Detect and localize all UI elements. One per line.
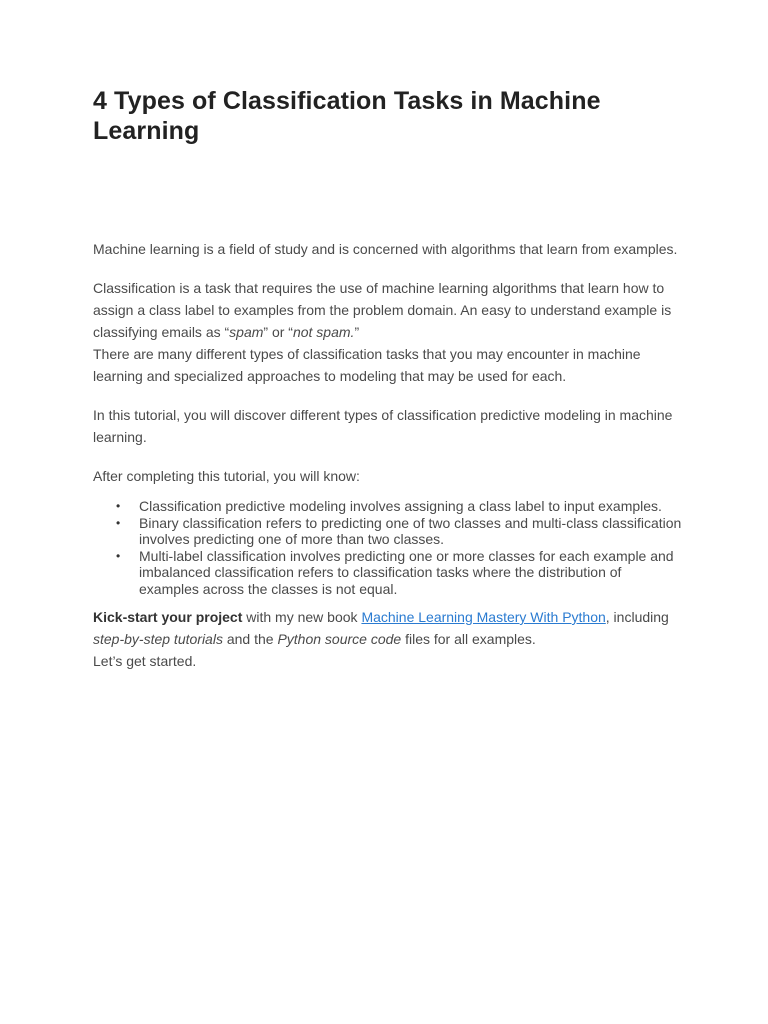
intro-paragraph-1: Machine learning is a field of study and is concerned with algorithms that learn from examples. — [93, 241, 678, 257]
closing-line: Let’s get started. — [93, 653, 197, 669]
intro-paragraph-2-mid: ” or “ — [263, 324, 293, 340]
spam-term: spam — [229, 324, 264, 340]
learning-outcomes-list — [93, 498, 683, 597]
intro-paragraph-3: There are many different types of classification tasks that you may encounter in machine learning and specialized approaches to modeling that may be used for each. — [93, 346, 641, 384]
list-item-text: Multi-label classification involves predicting one or more classes for each example and imbalanced classification refers to classification tasks where the distribution of examples across the classes is not equal. — [139, 547, 674, 597]
intro-paragraph-2-start: Classification is a task that requires the use of machine learning algorithms that learn how to assign a class label to examples from the problem domain. An easy to understand example is classifying emails as “ — [93, 280, 672, 340]
kickstart-emphasis-2: Python source code — [277, 631, 402, 647]
kickstart-text-1: with my new book — [242, 609, 362, 625]
list-item — [116, 498, 683, 515]
kickstart-block — [93, 606, 683, 672]
intro-paragraph-4: In this tutorial, you will discover different types of classification predictive modeling in machine learning. — [93, 407, 673, 445]
not-spam-term: not spam. — [292, 324, 355, 340]
kickstart-text-2: , including — [605, 609, 669, 625]
kickstart-emphasis-1: step-by-step tutorials — [93, 631, 223, 647]
intro-paragraph-2-end: ” — [354, 324, 360, 340]
article-body — [93, 238, 683, 672]
intro-paragraph-5: After completing this tutorial, you will know: — [93, 468, 360, 484]
bullet-icon: • — [116, 515, 121, 530]
kickstart-text-3: and the — [222, 631, 278, 647]
list-item — [116, 514, 683, 548]
kickstart-bold: Kick-start your project — [93, 609, 243, 625]
kickstart-paragraph — [93, 606, 683, 650]
book-link[interactable]: Machine Learning Mastery With Python — [361, 609, 606, 625]
page-title: 4 Types of Classification Tasks in Machine Learning — [93, 87, 601, 145]
kickstart-text-4: files for all examples. — [401, 631, 536, 647]
list-item-text: Binary classification refers to predicting one of two classes and multi-class classification involves predicting one of more than two classes. — [139, 514, 682, 547]
bullet-icon: • — [116, 548, 121, 563]
bullet-icon: • — [116, 499, 121, 513]
article — [93, 86, 683, 672]
list-item — [116, 547, 683, 598]
intro-paragraph-2 — [93, 277, 683, 343]
list-item-text: Classification predictive modeling involves assigning a class label to input examples. — [139, 498, 662, 514]
